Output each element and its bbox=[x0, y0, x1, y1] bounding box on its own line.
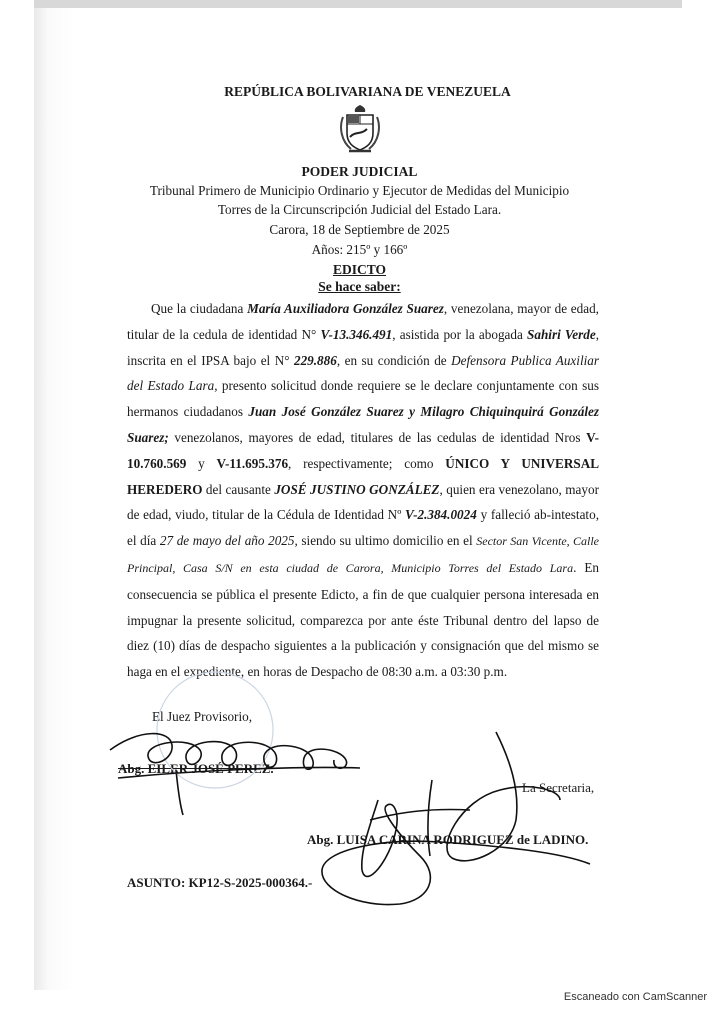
sibling-1-id: V-10.760.569 bbox=[127, 429, 599, 471]
country-heading: REPÚBLICA BOLIVARIANA DE VENEZUELA bbox=[224, 84, 511, 99]
secretary-name: Abg. LUISA CARINA RODRIGUEZ de LADINO. bbox=[307, 832, 589, 847]
document-type-title: EDICTO bbox=[332, 262, 387, 277]
body-text: Que la ciudadana bbox=[151, 301, 248, 316]
sibling-2-id: V-11.695.376 bbox=[216, 455, 289, 471]
court-name-line-2: Torres de la Circunscripción Judicial del Estado Lara. bbox=[217, 202, 502, 217]
body-text: , en su condición de bbox=[336, 352, 452, 368]
camscanner-watermark: Escaneado con CamScanner bbox=[563, 991, 707, 1003]
subtitle: Se hace saber: bbox=[318, 279, 401, 294]
sibling-1-name: Juan José González Suarez bbox=[248, 404, 404, 420]
place-date: Carora, 18 de Septiembre de 2025 bbox=[269, 222, 450, 237]
body-text: . En consecuencia se pública el presente Edicto, a fin de que cualquier persona interesada en impugnar la presente solicitud, comparezca por ante éste Tribunal dentro del lapso de diez (10) días de despacho siguientes a la publicación y consignación que del mismo se haga en el expediente, en horas de Despacho de 08:30 a.m. a 03:30 p.m. bbox=[127, 559, 599, 680]
ipsa-number: 229.886 bbox=[293, 352, 337, 368]
deceased-id: V-2.384.0024 bbox=[405, 507, 477, 523]
court-name-line-1: Tribunal Primero de Municipio Ordinario y Ejecutor de Medidas del Municipio bbox=[149, 183, 570, 198]
body-text: , inscrita en el IPSA bajo el N° bbox=[127, 326, 599, 368]
body-text: , quien era venezolano, mayor de edad, viudo, titular de la Cédula de Identidad Nº bbox=[127, 481, 599, 523]
heir-type: ÚNICO Y UNIVERSAL HEREDERO bbox=[127, 455, 600, 497]
case-subject: ASUNTO: KP12-S-2025-000364.- bbox=[127, 875, 313, 890]
body-text: y falleció ab-intestato, el día bbox=[127, 507, 599, 549]
body-text: , venezolana, mayor de edad, titular de la cedula de identidad N° bbox=[127, 301, 599, 342]
last-address: Sector San Vicente, Calle Principal, Casa S/N en esta ciudad de Carora, Municipio Torres del Estado Lara bbox=[127, 534, 599, 575]
body-text: venezolanos, mayores de edad, titulares de las cedulas de identidad Nros bbox=[168, 429, 587, 445]
body-text: , presento solicitud donde requiere se le declare conjuntamente con sus hermanos ciudadanos bbox=[127, 378, 599, 420]
judge-name: Abg. EILER JOSÉ PEREZ. bbox=[118, 761, 274, 776]
lawyer-name: Sahiri Verde bbox=[527, 326, 596, 342]
branch-heading: PODER JUDICIAL bbox=[301, 164, 418, 179]
sibling-2-name: Milagro Chiquinquirá González Suarez; bbox=[127, 404, 599, 445]
body-text: , asistida por la abogada bbox=[392, 326, 528, 342]
deceased-name: JOSÉ JUSTINO GONZÁLEZ bbox=[274, 481, 440, 497]
secretary-title: La Secretaria, bbox=[522, 780, 595, 795]
judge-signature bbox=[110, 734, 360, 815]
body-text: y bbox=[403, 404, 421, 420]
applicant-name: María Auxiliadora González Suarez bbox=[247, 301, 444, 316]
body-text: , respectivamente; como bbox=[288, 455, 446, 471]
death-date: 27 de mayo del año 2025 bbox=[159, 533, 295, 549]
body-text: y bbox=[186, 455, 217, 471]
applicant-id: V-13.346.491 bbox=[320, 326, 393, 342]
lawyer-role: Defensora Publica Auxiliar del Estado Lara bbox=[127, 352, 599, 394]
body-text: , siendo su ultimo domicilio en el bbox=[294, 533, 477, 549]
secretary-signature bbox=[322, 732, 590, 905]
body-text: del causante bbox=[202, 481, 275, 497]
judge-title: El Juez Provisorio, bbox=[152, 709, 252, 724]
years-line: Años: 215º y 166º bbox=[311, 242, 408, 257]
